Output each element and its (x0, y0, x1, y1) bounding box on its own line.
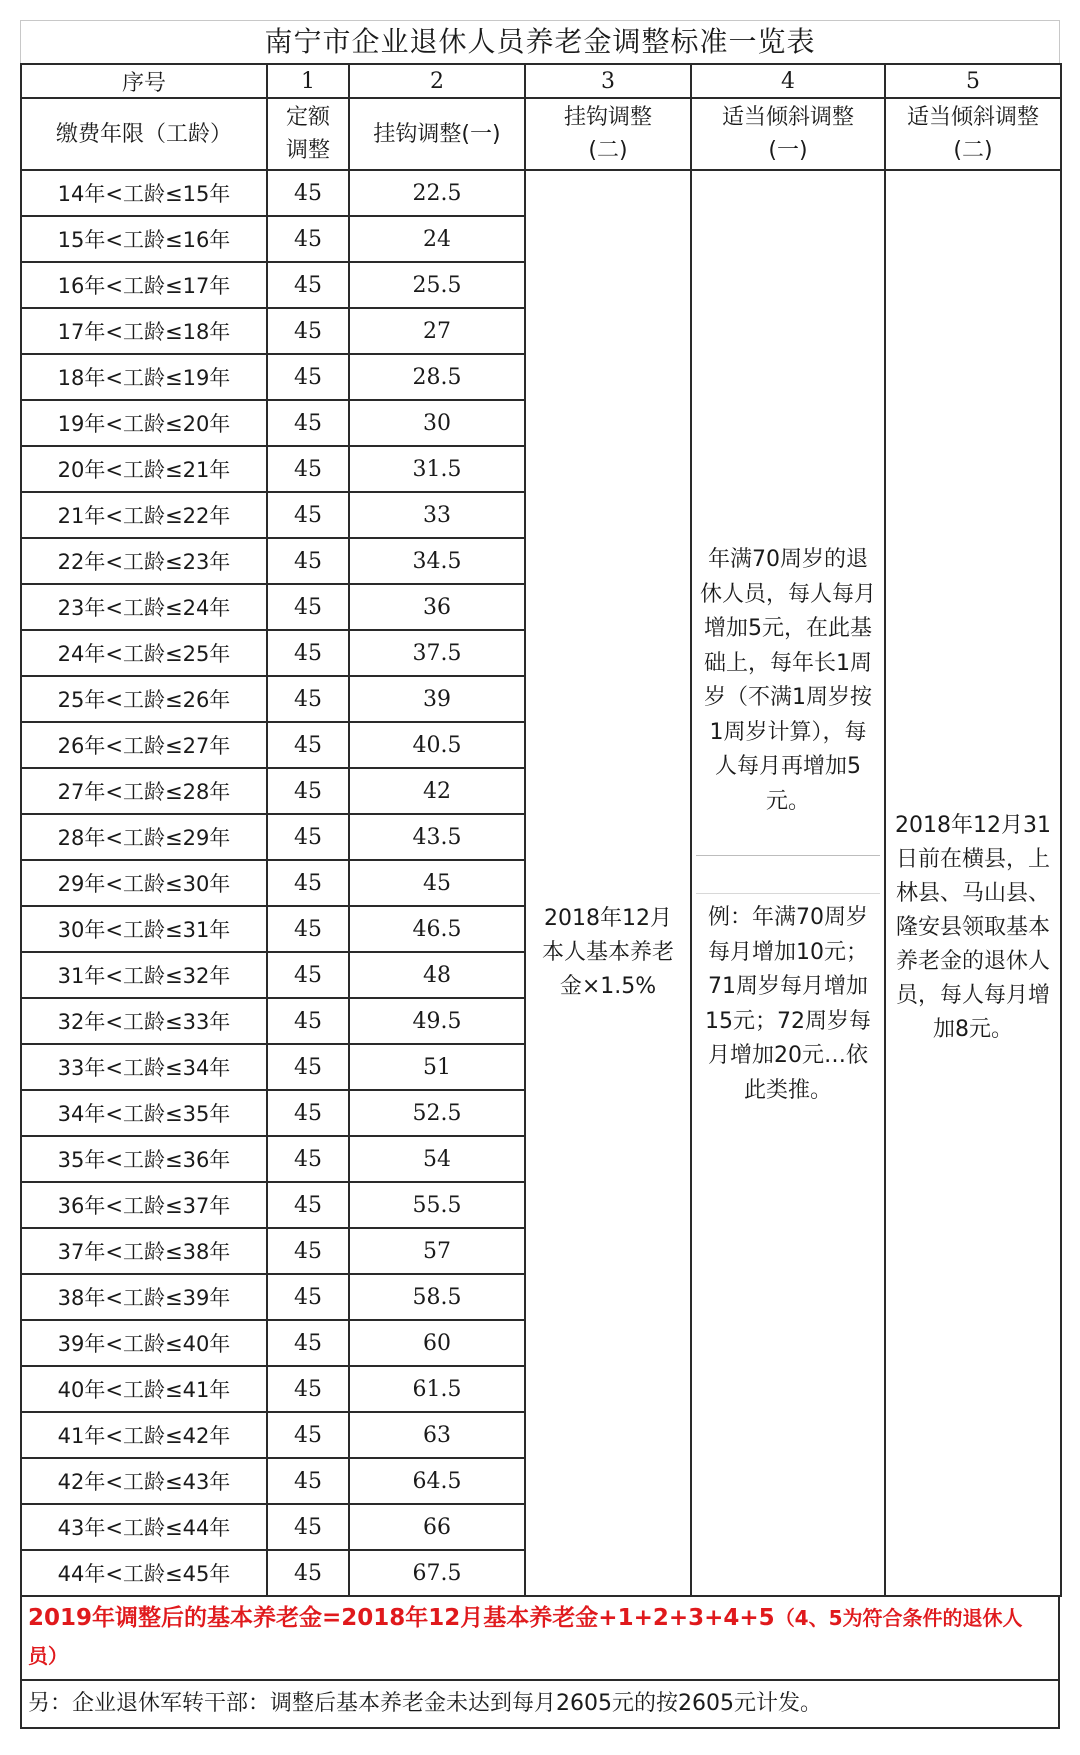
years-range-cell: 29年<工龄≤30年 (21, 860, 267, 906)
linked-adjustment-cell: 58.5 (349, 1274, 525, 1320)
linked-adjustment-cell: 34.5 (349, 538, 525, 584)
years-range-cell: 22年<工龄≤23年 (21, 538, 267, 584)
linked-adjustment-cell: 42 (349, 768, 525, 814)
header-seq-label: 序号 (21, 64, 267, 98)
fixed-adjustment-cell: 45 (267, 676, 349, 722)
header-col-number-5: 5 (885, 64, 1061, 98)
years-range-cell: 39年<工龄≤40年 (21, 1320, 267, 1366)
col4-example-text: 例：年满70周岁每月增加10元；71周岁每月增加15元；72周岁每月增加20元…依此类推。 (705, 905, 871, 1103)
years-range-cell: 24年<工龄≤25年 (21, 630, 267, 676)
years-range-cell: 18年<工龄≤19年 (21, 354, 267, 400)
years-range-cell: 19年<工龄≤20年 (21, 400, 267, 446)
col4-content (696, 171, 880, 1571)
header-col2-label: 挂钩调整(一) (349, 98, 525, 170)
veteran-cadre-note: 另：企业退休军转干部：调整后基本养老金未达到每月2605元的按2605元计发。 (28, 1691, 822, 1716)
fixed-adjustment-cell: 45 (267, 1044, 349, 1090)
years-range-cell: 32年<工龄≤33年 (21, 998, 267, 1044)
fixed-adjustment-cell: 45 (267, 170, 349, 216)
fixed-adjustment-cell: 45 (267, 1228, 349, 1274)
years-range-cell: 33年<工龄≤34年 (21, 1044, 267, 1090)
fixed-adjustment-cell: 45 (267, 860, 349, 906)
fixed-adjustment-cell: 45 (267, 1136, 349, 1182)
years-range-cell: 27年<工龄≤28年 (21, 768, 267, 814)
fixed-adjustment-cell: 45 (267, 308, 349, 354)
fixed-adjustment-cell: 45 (267, 584, 349, 630)
linked-adjustment-cell: 60 (349, 1320, 525, 1366)
fixed-adjustment-cell: 45 (267, 446, 349, 492)
years-range-cell: 42年<工龄≤43年 (21, 1458, 267, 1504)
fixed-adjustment-cell: 45 (267, 814, 349, 860)
years-range-cell: 41年<工龄≤42年 (21, 1412, 267, 1458)
linked-adjustment-cell: 46.5 (349, 906, 525, 952)
linked-adjustment-cell: 36 (349, 584, 525, 630)
fixed-adjustment-cell: 45 (267, 400, 349, 446)
fixed-adjustment-cell: 45 (267, 1504, 349, 1550)
linked-adjustment-cell: 55.5 (349, 1182, 525, 1228)
fixed-adjustment-cell: 45 (267, 998, 349, 1044)
header-number-row (21, 64, 1061, 98)
header-col5-label: 适当倾斜调整 (二) (885, 98, 1061, 170)
linked-adjustment-cell: 51 (349, 1044, 525, 1090)
col4-divider-2 (696, 893, 880, 894)
years-range-cell: 26年<工龄≤27年 (21, 722, 267, 768)
years-range-cell: 34年<工龄≤35年 (21, 1090, 267, 1136)
linked-adjustment-cell: 39 (349, 676, 525, 722)
fixed-adjustment-cell: 45 (267, 1550, 349, 1596)
fixed-adjustment-cell: 45 (267, 1320, 349, 1366)
col3-linked-adjustment-2-cell (525, 170, 691, 1596)
linked-adjustment-cell: 28.5 (349, 354, 525, 400)
linked-adjustment-cell: 52.5 (349, 1090, 525, 1136)
fixed-adjustment-cell: 45 (267, 1412, 349, 1458)
fixed-adjustment-cell: 45 (267, 262, 349, 308)
fixed-adjustment-cell: 45 (267, 1458, 349, 1504)
fixed-adjustment-cell: 45 (267, 952, 349, 998)
years-range-cell: 38年<工龄≤39年 (21, 1274, 267, 1320)
table-footer (20, 1597, 1060, 1729)
fixed-adjustment-cell: 45 (267, 354, 349, 400)
fixed-adjustment-cell: 45 (267, 1090, 349, 1136)
linked-adjustment-cell: 27 (349, 308, 525, 354)
formula-main: 2019年调整后的基本养老金=2018年12月基本养老金+1+2+3+4+5 (28, 1605, 775, 1631)
years-range-cell: 23年<工龄≤24年 (21, 584, 267, 630)
fixed-adjustment-cell: 45 (267, 768, 349, 814)
years-range-cell: 25年<工龄≤26年 (21, 676, 267, 722)
fixed-adjustment-cell: 45 (267, 722, 349, 768)
years-range-cell: 16年<工龄≤17年 (21, 262, 267, 308)
years-range-cell: 44年<工龄≤45年 (21, 1550, 267, 1596)
years-range-cell: 40年<工龄≤41年 (21, 1366, 267, 1412)
pension-table-sheet (20, 20, 1060, 1729)
fixed-adjustment-cell: 45 (267, 1366, 349, 1412)
years-range-cell: 15年<工龄≤16年 (21, 216, 267, 262)
adjustment-formula (22, 1597, 1058, 1681)
linked-adjustment-cell: 40.5 (349, 722, 525, 768)
formula-tail: （4、5为符合条件的退休人员） (28, 1606, 1023, 1668)
years-range-cell: 30年<工龄≤31年 (21, 906, 267, 952)
linked-adjustment-cell: 61.5 (349, 1366, 525, 1412)
pension-adjustment-table (20, 63, 1062, 1597)
fixed-adjustment-cell: 45 (267, 492, 349, 538)
years-range-cell: 36年<工龄≤37年 (21, 1182, 267, 1228)
linked-adjustment-cell: 49.5 (349, 998, 525, 1044)
linked-adjustment-cell: 37.5 (349, 630, 525, 676)
linked-adjustment-cell: 31.5 (349, 446, 525, 492)
linked-adjustment-cell: 54 (349, 1136, 525, 1182)
col4-rule-text: 年满70周岁的退休人员，每人每月增加5元，在此基础上，每年长1周岁（不满1周岁按1周岁计算），每人每月再增加5元。 (700, 547, 877, 814)
years-range-cell: 28年<工龄≤29年 (21, 814, 267, 860)
header-col-number-2: 2 (349, 64, 525, 98)
years-range-cell: 31年<工龄≤32年 (21, 952, 267, 998)
linked-adjustment-cell: 45 (349, 860, 525, 906)
linked-adjustment-cell: 66 (349, 1504, 525, 1550)
linked-adjustment-cell: 64.5 (349, 1458, 525, 1504)
years-range-cell: 14年<工龄≤15年 (21, 170, 267, 216)
linked-adjustment-cell: 25.5 (349, 262, 525, 308)
linked-adjustment-cell: 48 (349, 952, 525, 998)
fixed-adjustment-cell: 45 (267, 538, 349, 584)
linked-adjustment-cell: 33 (349, 492, 525, 538)
fixed-adjustment-cell: 45 (267, 1274, 349, 1320)
linked-adjustment-cell: 67.5 (349, 1550, 525, 1596)
linked-adjustment-cell: 30 (349, 400, 525, 446)
col3-text: 2018年12月本人基本养老金×1.5% (542, 906, 675, 999)
header-years-label: 缴费年限（工龄） (21, 98, 267, 170)
col5-text: 2018年12月31日前在横县，上林县、马山县、隆安县领取基本养老金的退休人员，每人每月增加8元。 (895, 813, 1051, 1042)
header-col-number-1: 1 (267, 64, 349, 98)
years-range-cell: 35年<工龄≤36年 (21, 1136, 267, 1182)
fixed-adjustment-cell: 45 (267, 216, 349, 262)
col5-tilt-adjustment-2-cell (885, 170, 1061, 1596)
fixed-adjustment-cell: 45 (267, 1182, 349, 1228)
header-col3-label: 挂钩调整 (二) (525, 98, 691, 170)
header-label-row (21, 98, 1061, 170)
years-range-cell: 20年<工龄≤21年 (21, 446, 267, 492)
fixed-adjustment-cell: 45 (267, 630, 349, 676)
table-title: 南宁市企业退休人员养老金调整标准一览表 (20, 20, 1060, 63)
years-range-cell: 17年<工龄≤18年 (21, 308, 267, 354)
years-range-cell: 21年<工龄≤22年 (21, 492, 267, 538)
header-col4-label: 适当倾斜调整 (一) (691, 98, 885, 170)
linked-adjustment-cell: 43.5 (349, 814, 525, 860)
fixed-adjustment-cell: 45 (267, 906, 349, 952)
col4-divider (696, 855, 880, 856)
years-range-cell: 43年<工龄≤44年 (21, 1504, 267, 1550)
col4-tilt-adjustment-1-cell (691, 170, 885, 1596)
linked-adjustment-cell: 57 (349, 1228, 525, 1274)
header-col-number-4: 4 (691, 64, 885, 98)
linked-adjustment-cell: 24 (349, 216, 525, 262)
years-range-cell: 37年<工龄≤38年 (21, 1228, 267, 1274)
linked-adjustment-cell: 22.5 (349, 170, 525, 216)
linked-adjustment-cell: 63 (349, 1412, 525, 1458)
table-row (21, 170, 1061, 216)
header-col-number-3: 3 (525, 64, 691, 98)
header-col1-label: 定额 调整 (267, 98, 349, 170)
